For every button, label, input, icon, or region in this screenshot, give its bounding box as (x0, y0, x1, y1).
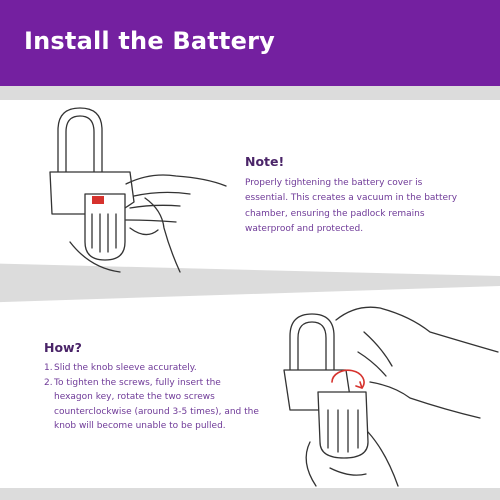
step-line: To tighten the screws, fully insert the (54, 377, 221, 388)
note-line: chamber, ensuring the padlock remains (245, 208, 425, 219)
step-line: hexagon key, rotate the two screws (54, 392, 215, 403)
header-bar (0, 0, 500, 86)
list-item (44, 361, 284, 376)
battery-cover-marker (92, 196, 104, 204)
step-line: counterclockwise (around 3-5 times), and the (54, 406, 259, 417)
padlock-knob-illustration (270, 292, 500, 488)
note-line: essential. This creates a vacuum in the battery (245, 193, 458, 204)
list-item (44, 376, 284, 434)
how-steps-list (44, 361, 284, 434)
note-line: Properly tightening the battery cover is (245, 178, 423, 188)
note-text (245, 176, 485, 238)
page-title: Install the Battery (24, 27, 275, 55)
step-line: Slid the knob sleeve accurately. (54, 363, 197, 373)
step-number: 1. (44, 363, 53, 373)
note-heading: Note! (245, 154, 285, 169)
how-heading: How? (44, 340, 82, 355)
note-line: waterproof and protected. (245, 224, 364, 235)
step-line: knob will become unable to be pulled. (54, 421, 226, 432)
step-number: 2. (44, 377, 53, 388)
padlock-hand-illustration (30, 102, 230, 280)
